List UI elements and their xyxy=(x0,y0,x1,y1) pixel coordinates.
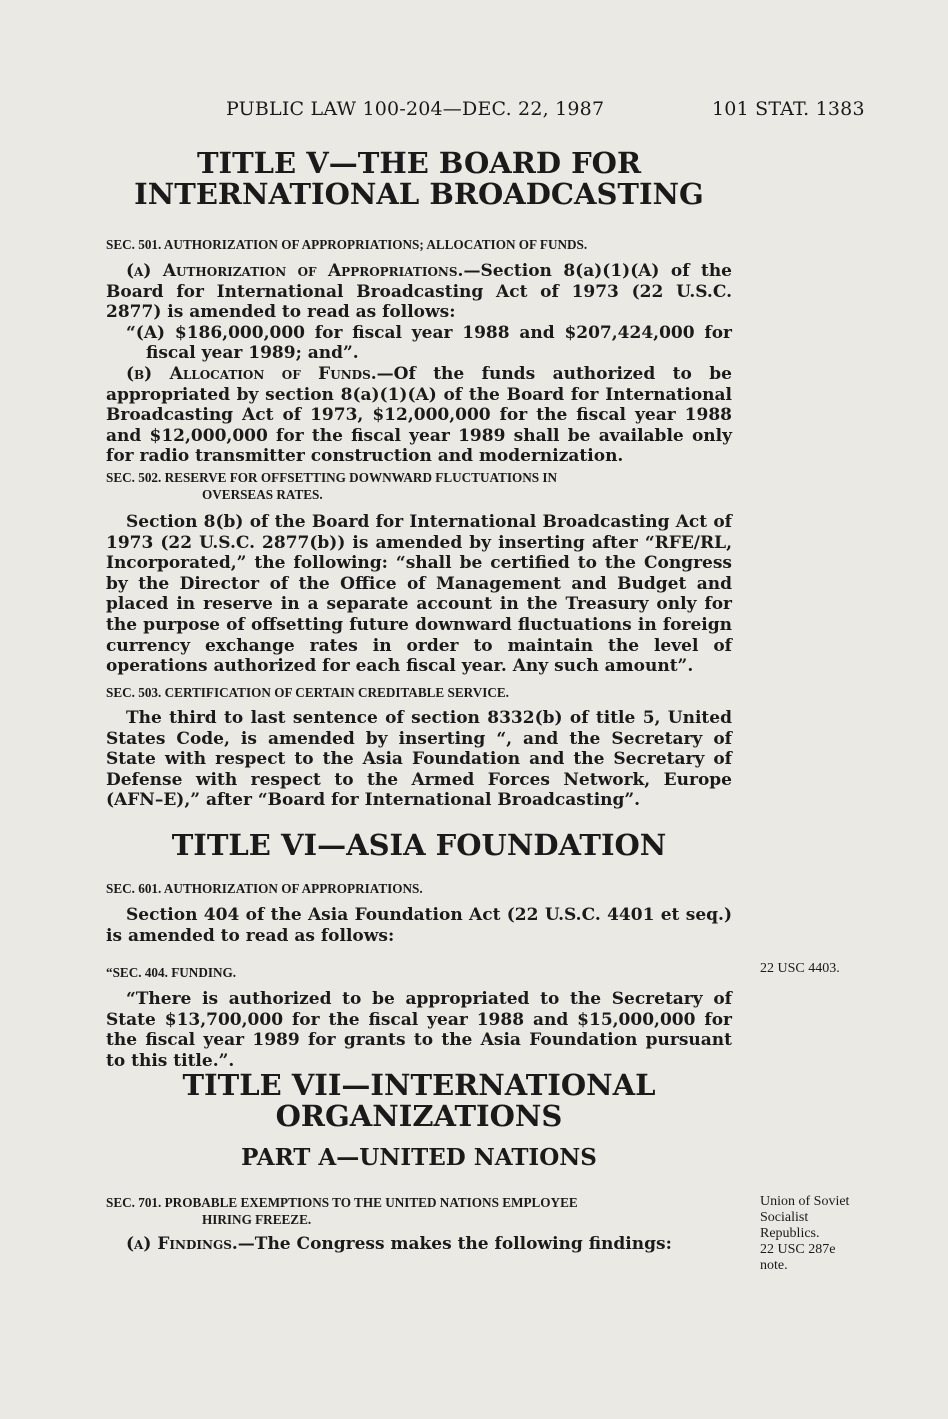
section-601-text: Section 404 of the Asia Foundation Act (22 U.S.C. 4401 et seq.) is amended to read as follows: xyxy=(106,905,732,946)
section-501-a-label: (a) Authorization of Appropriations. xyxy=(126,261,464,281)
part-a-heading: PART A—UNITED NATIONS xyxy=(241,1144,597,1171)
section-503-text: The third to last sentence of section 8332(b) of title 5, United States Code, is amended by inserting “, and the Secretary of State with respect to the Asia Foundation and the Secretary of Defense with respect to the Armed Forces Network, Europe (AFN–E),” after “Board for International Broadcasting”. xyxy=(106,708,732,811)
section-701-a-text: —The Congress makes the following findings: xyxy=(237,1234,672,1254)
title-vii-heading xyxy=(106,1070,732,1171)
section-701-a-label: (a) Findings. xyxy=(126,1234,238,1254)
section-501-heading: SEC. 501. AUTHORIZATION OF APPROPRIATIONS; ALLOCATION OF FUNDS. xyxy=(106,237,588,252)
section-601-heading: SEC. 601. AUTHORIZATION OF APPROPRIATIONS. xyxy=(106,881,423,896)
section-502-heading-line2: OVERSEAS RATES. xyxy=(202,487,323,502)
title-v-line1: TITLE V—THE BOARD FOR xyxy=(196,146,642,180)
title-v-line2: INTERNATIONAL BROADCASTING xyxy=(134,177,704,211)
section-501-a-text: —Section 8(a)(1)(A) of the Board for International Broadcasting Act of 1973 (22 U.S.C. 2877) is amended to read as follows: xyxy=(106,261,732,323)
section-601 xyxy=(106,880,732,1072)
section-701-heading xyxy=(106,1194,732,1228)
margin-note-ussr xyxy=(760,1194,849,1274)
title-vii-line2: ORGANIZATIONS xyxy=(275,1099,563,1133)
section-502-heading-line1: SEC. 502. RESERVE FOR OFFSETTING DOWNWARD FLUCTUATIONS IN xyxy=(106,470,558,485)
running-header-law: PUBLIC LAW 100-204—DEC. 22, 1987 xyxy=(226,98,605,120)
section-701-heading-line1: SEC. 701. PROBABLE EXEMPTIONS TO THE UNITED NATIONS EMPLOYEE xyxy=(106,1195,578,1210)
margin-note-ussr-line5: note. xyxy=(760,1258,788,1273)
section-501-a-quote: “(A) $186,000,000 for fiscal year 1988 and $207,424,000 for fiscal year 1989; and”. xyxy=(126,322,732,364)
section-502-heading xyxy=(106,469,732,503)
section-701-heading-line2: HIRING FREEZE. xyxy=(202,1212,312,1227)
section-503-heading: SEC. 503. CERTIFICATION OF CERTAIN CREDITABLE SERVICE. xyxy=(106,685,509,700)
section-501-b xyxy=(106,364,732,467)
title-vi-line1: TITLE VI—ASIA FOUNDATION xyxy=(171,828,667,862)
section-502-text: Section 8(b) of the Board for International Broadcasting Act of 1973 (22 U.S.C. 2877(b)) is amended by inserting after “RFE/RL, Incorporated,” the following: “shall be certified to the Congress by the Director of the Office of Management and Budget and placed in reserve in a separate account in the Treasury only for the purpose of offsetting future downward fluctuations in foreign currency exchange rates in order to maintain the level of operations authorized for each fiscal year. Any such amount”. xyxy=(106,512,732,677)
margin-note-ussr-line3: Republics. xyxy=(760,1226,820,1241)
title-vii-line1: TITLE VII—INTERNATIONAL xyxy=(182,1068,656,1102)
margin-note-ussr-line1: Union of Soviet xyxy=(760,1194,850,1209)
section-502 xyxy=(106,469,732,677)
section-501 xyxy=(106,236,732,467)
title-vi-heading xyxy=(106,830,732,861)
section-503 xyxy=(106,684,732,811)
section-404-heading: “SEC. 404. FUNDING. xyxy=(106,965,237,981)
section-501-a xyxy=(106,261,732,323)
section-501-b-text: —Of the funds authorized to be appropriated by section 8(a)(1)(A) of the Board for International Broadcasting Act of 1973, $12,000,000 for the fiscal year 1988 and $12,000,000 for the fiscal year 1989 shall be available only for radio transmitter construction and modernization. xyxy=(106,363,732,467)
margin-note-22usc4403: 22 USC 4403. xyxy=(760,961,840,976)
title-v-heading xyxy=(106,148,732,210)
section-701-a xyxy=(106,1234,732,1255)
margin-note-ussr-line4: 22 USC 287e xyxy=(760,1242,836,1257)
margin-note-ussr-line2: Socialist xyxy=(760,1210,809,1225)
section-501-b-label: (b) Allocation of Funds. xyxy=(126,363,377,384)
section-404-text: “There is authorized to be appropriated to the Secretary of State $13,700,000 for the fiscal year 1988 and $15,000,000 for the fiscal year 1989 for grants to the Asia Foundation pursuant to this title.”. xyxy=(106,989,732,1071)
running-header-stat: 101 STAT. 1383 xyxy=(712,98,865,120)
section-701 xyxy=(106,1194,732,1255)
